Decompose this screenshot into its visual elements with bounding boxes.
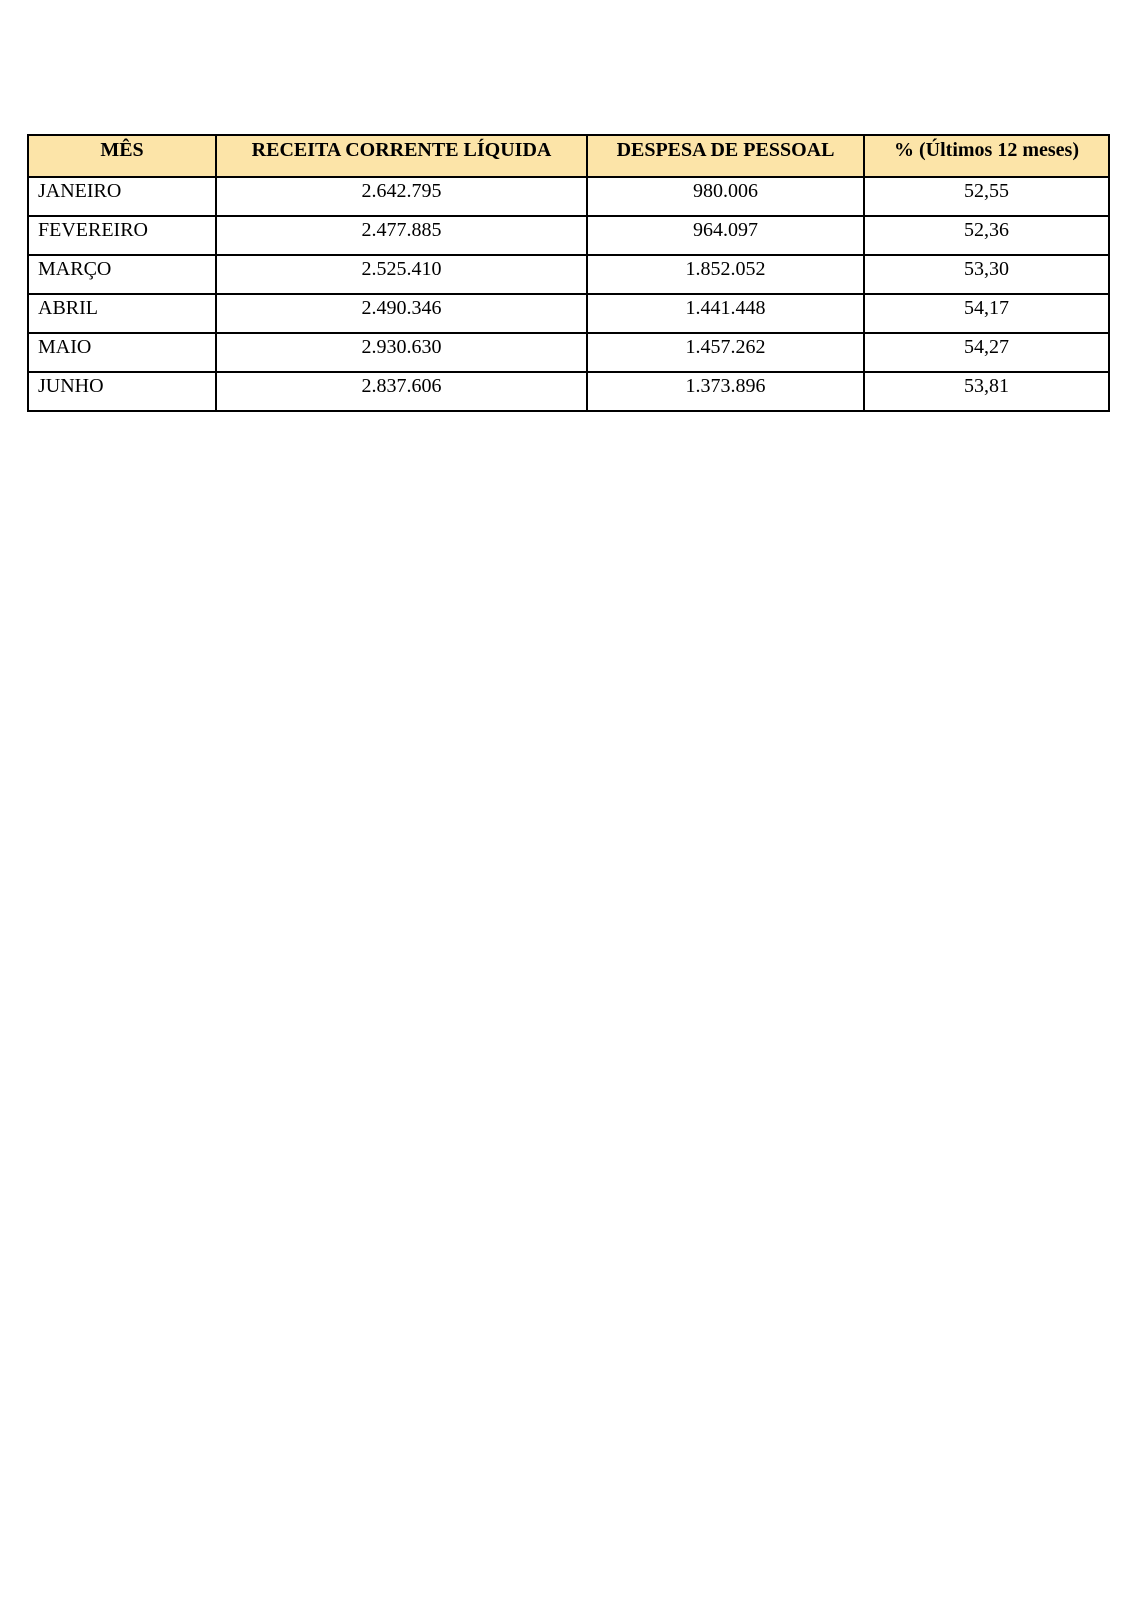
table-row [28, 372, 1109, 411]
expense-cell: 964.097 [587, 216, 864, 255]
header-personnel-expense: DESPESA DE PESSOAL [587, 135, 864, 177]
percent-cell: 52,36 [864, 216, 1109, 255]
table-row [28, 255, 1109, 294]
month-cell: JUNHO [28, 372, 216, 411]
expense-cell: 1.441.448 [587, 294, 864, 333]
percent-cell: 52,55 [864, 177, 1109, 216]
expense-cell: 1.373.896 [587, 372, 864, 411]
table-row [28, 294, 1109, 333]
header-percent-last-12-months: % (Últimos 12 meses) [864, 135, 1109, 177]
percent-cell: 53,81 [864, 372, 1109, 411]
percent-cell: 54,27 [864, 333, 1109, 372]
header-net-current-revenue: RECEITA CORRENTE LÍQUIDA [216, 135, 587, 177]
revenue-expense-table [27, 134, 1110, 412]
revenue-cell: 2.642.795 [216, 177, 587, 216]
expense-cell: 1.852.052 [587, 255, 864, 294]
table-header-row [28, 135, 1109, 177]
revenue-cell: 2.477.885 [216, 216, 587, 255]
expense-cell: 980.006 [587, 177, 864, 216]
table-row [28, 177, 1109, 216]
month-cell: ABRIL [28, 294, 216, 333]
month-cell: MAIO [28, 333, 216, 372]
header-month: MÊS [28, 135, 216, 177]
table-row [28, 333, 1109, 372]
revenue-cell: 2.490.346 [216, 294, 587, 333]
month-cell: MARÇO [28, 255, 216, 294]
percent-cell: 54,17 [864, 294, 1109, 333]
expense-cell: 1.457.262 [587, 333, 864, 372]
month-cell: JANEIRO [28, 177, 216, 216]
revenue-cell: 2.525.410 [216, 255, 587, 294]
month-cell: FEVEREIRO [28, 216, 216, 255]
revenue-cell: 2.930.630 [216, 333, 587, 372]
percent-cell: 53,30 [864, 255, 1109, 294]
table-row [28, 216, 1109, 255]
revenue-cell: 2.837.606 [216, 372, 587, 411]
